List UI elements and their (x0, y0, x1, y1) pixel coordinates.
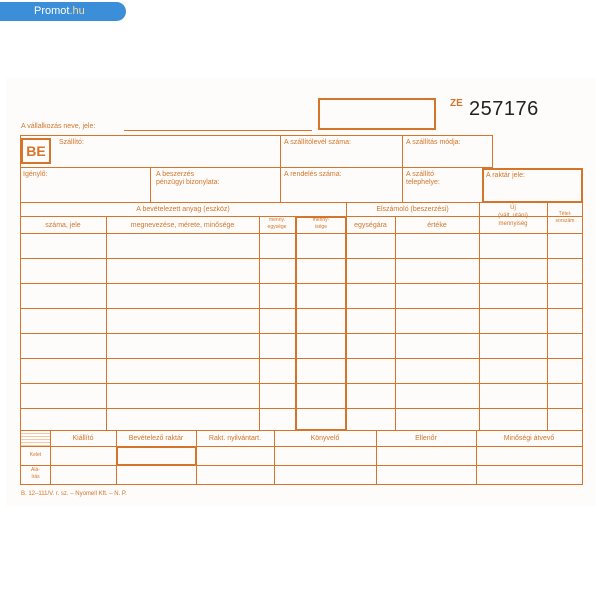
table-row-line (20, 358, 583, 359)
footer-kelet: Kelet (29, 452, 42, 458)
label-telephely-1: A szállító (406, 171, 435, 178)
label-igenylo: Igénylő: (23, 171, 48, 178)
doc-code-box: BE (21, 138, 51, 164)
col-tetel-2: sorszám (555, 218, 575, 224)
receipt-form (6, 78, 596, 506)
col-megnevezes: megnevezése, mérete, minősége (130, 222, 235, 229)
table-row-line (20, 383, 583, 384)
quantity-column-box (295, 216, 347, 431)
col-uj-2: (vált. utáni) (498, 213, 528, 219)
header-div-2 (402, 135, 403, 203)
footer-right-line (582, 430, 583, 485)
brand-tld: .hu (69, 5, 85, 17)
col-mennyegyseg-2: egysége (267, 224, 287, 230)
table-row-line (20, 283, 583, 284)
label-rendeles: A rendelés száma: (284, 171, 342, 178)
col-uj-1: Új (510, 205, 516, 211)
col-mennyegyseg-1: menny. (268, 217, 286, 223)
site-logo[interactable] (0, 2, 126, 21)
header-div-1 (280, 135, 281, 203)
serial-box (318, 98, 436, 130)
footer-line-1 (20, 446, 583, 447)
col-egysegara: egységára (354, 222, 387, 229)
col-mennyiseg-1: menny- (312, 217, 330, 223)
header-top-line (20, 135, 492, 136)
table-row-line (20, 333, 583, 334)
table-bottom-line (20, 430, 583, 431)
footer-nyilvantart: Rakt. nyilvántart. (208, 435, 262, 442)
col-line-2 (259, 216, 260, 431)
col-tetel-1: Tétel- (558, 211, 572, 217)
footer-ellenor: Ellenőr (415, 435, 437, 442)
header-mid-line (20, 167, 492, 168)
table-row-line (20, 408, 583, 409)
brand-name: Promot (34, 5, 70, 17)
col-uj-3: mennyiség (498, 221, 528, 227)
print-info: B. 12–111/V. r. sz. – Nyomell Kft. – N. P. (21, 491, 127, 497)
col-szama: száma, jele (45, 222, 81, 229)
serial-prefix: ZE (450, 98, 463, 109)
table-left-line (20, 202, 21, 431)
footer-bevetelezo: Bevételező raktár (128, 435, 184, 442)
col-erteke: értéke (427, 222, 447, 229)
warehouse-signature-box (116, 446, 197, 466)
footer-line-2 (20, 465, 583, 466)
footer-minosegi: Minőségi átvevő (503, 435, 555, 442)
label-szallitas-modja: A szállítás módja: (406, 139, 461, 146)
col-line-6 (479, 202, 480, 431)
label-beszerzes-1: A beszerzés (156, 171, 195, 178)
group-price: Elszámoló (beszerzési) (376, 206, 449, 213)
header-div-3 (492, 135, 493, 168)
footer-alairas-2: írás (31, 474, 40, 480)
col-line-1 (106, 216, 107, 431)
footer-shaded-cell (21, 431, 50, 446)
footer-konyvelo: Könyvelő (310, 435, 340, 442)
serial-number: 257176 (469, 98, 539, 120)
label-beszerzes-2: pénzügyi bizonylata: (156, 179, 220, 186)
col-line-5 (395, 216, 396, 431)
company-line (124, 130, 312, 131)
table-row-line (20, 258, 583, 259)
footer-bottom-line (20, 484, 583, 485)
col-mennyiseg-2: isége (315, 224, 327, 230)
table-right-line (582, 202, 583, 431)
footer-alairas-1: Alá- (31, 467, 40, 473)
group-material: A bevételezett anyag (eszköz) (136, 206, 230, 213)
label-telephely-2: telephelye: (406, 179, 440, 186)
label-szallito: Szállító: (59, 139, 84, 146)
company-label: A vállalkozás neve, jele: (21, 123, 96, 130)
table-row-line (20, 308, 583, 309)
label-szallitolevel: A szállítólevél száma: (284, 139, 351, 146)
footer-kiallito: Kiállító (72, 435, 94, 442)
header-div-4 (150, 167, 151, 203)
col-line-7 (547, 202, 548, 431)
label-raktar: A raktár jele: (486, 172, 525, 179)
